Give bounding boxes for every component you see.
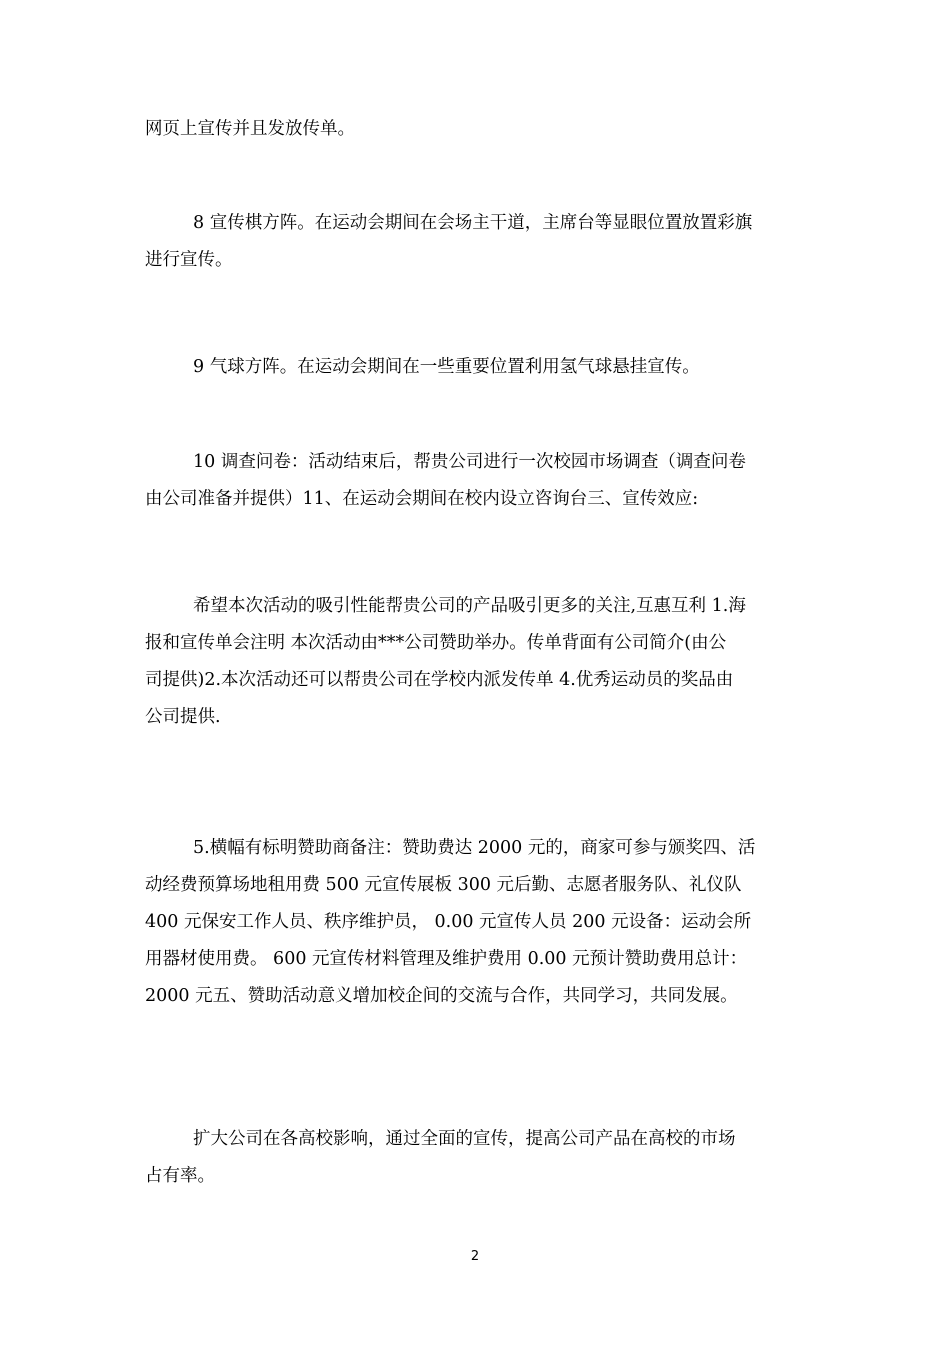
- paragraph-line: 动经费预算场地租用费 500 元宣传展板 300 元后勤、志愿者服务队、礼仪队: [145, 875, 742, 895]
- paragraph-line: 网页上宣传并且发放传单。: [145, 119, 355, 139]
- paragraph-6: [145, 830, 805, 1015]
- paragraph-line: 5.横幅有标明赞助商备注：赞助费达 2000 元的，商家可参与颁奖四、活: [193, 838, 756, 858]
- paragraph-line: 报和宣传单会注明 本次活动由***公司赞助举办。传单背面有公司简介(由公: [145, 633, 727, 653]
- page-number: 2: [470, 1249, 480, 1264]
- paragraph-line: 10 调查问卷：活动结束后，帮贵公司进行一次校园市场调查（调查问卷: [193, 452, 746, 472]
- paragraph-line: 用器材使用费。 600 元宣传材料管理及维护费用 0.00 元预计赞助费用总计：: [145, 949, 748, 969]
- paragraph-line: 占有率。: [145, 1166, 215, 1186]
- paragraph-line: 9 气球方阵。在运动会期间在一些重要位置利用氢气球悬挂宣传。: [193, 357, 700, 377]
- paragraph-5: [145, 588, 805, 736]
- paragraph-line: 8 宣传棋方阵。在运动会期间在会场主干道，主席台等显眼位置放置彩旗: [193, 213, 753, 233]
- paragraph-line: 400 元保安工作人员、秩序维护员， 0.00 元宣传人员 200 元设备：运动会所: [145, 912, 752, 932]
- paragraph-1: [145, 111, 805, 148]
- paragraph-line: 进行宣传。: [145, 250, 233, 270]
- paragraph-line: 扩大公司在各高校影响，通过全面的宣传，提高公司产品在高校的市场: [193, 1129, 736, 1149]
- paragraph-4: [145, 444, 805, 518]
- paragraph-3: [145, 349, 805, 386]
- paragraph-line: 司提供)2.本次活动还可以帮贵公司在学校内派发传单 4.优秀运动员的奖品由: [145, 670, 734, 690]
- paragraph-line: 希望本次活动的吸引性能帮贵公司的产品吸引更多的关注,互惠互利 1.海: [193, 596, 746, 616]
- paragraph-line: 2000 元五、赞助活动意义增加校企间的交流与合作，共同学习，共同发展。: [145, 986, 738, 1006]
- paragraph-2: [145, 205, 805, 279]
- paragraph-7: [145, 1121, 805, 1195]
- paragraph-line: 公司提供.: [145, 707, 221, 727]
- paragraph-line: 由公司准备并提供）11、在运动会期间在校内设立咨询台三、宣传效应:: [145, 489, 699, 509]
